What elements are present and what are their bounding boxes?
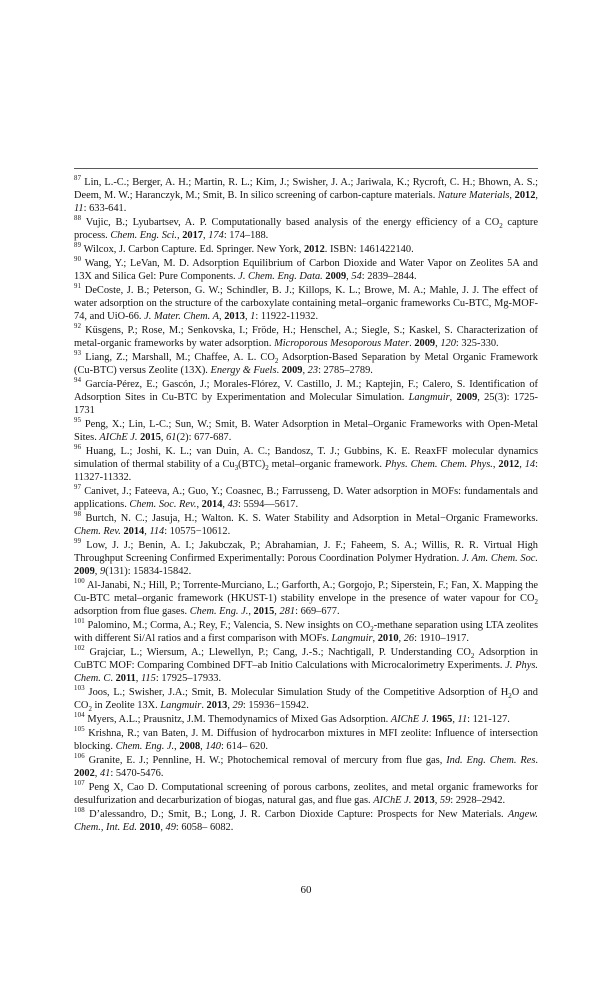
reference-item bbox=[74, 216, 538, 242]
reference-text-segment: 2012 bbox=[303, 244, 325, 255]
reference-text-segment: , bbox=[135, 673, 141, 684]
reference-item bbox=[74, 713, 538, 726]
reference-text-segment: J. Mater. Chem. A bbox=[144, 311, 219, 322]
reference-text-segment: , 25(3): 1725-1731 bbox=[74, 392, 538, 416]
reference-text-segment: in Zeolite 13X. bbox=[91, 700, 161, 711]
reference-text-segment: 23 bbox=[307, 365, 319, 376]
reference-item bbox=[74, 808, 538, 834]
reference-text-segment: D’alessandro, D.; Smit, B.; Long, J. R. Carbon Dioxide Capture: Prospects for New Materials. bbox=[89, 809, 508, 820]
reference-text-segment: , bbox=[449, 392, 457, 403]
reference-text-segment: , bbox=[452, 714, 458, 725]
reference-text-segment: Phys. Chem. Chem. Phys. bbox=[384, 459, 493, 470]
reference-text-segment: , bbox=[222, 499, 228, 510]
reference-text-segment: : 325-330. bbox=[455, 338, 499, 349]
reference-item bbox=[74, 539, 538, 578]
reference-text-segment: : 15936−15942. bbox=[242, 700, 309, 711]
reference-text-segment: : 1910–1917. bbox=[414, 633, 469, 644]
reference-number: 98 bbox=[74, 511, 82, 519]
reference-text-segment: , bbox=[174, 741, 180, 752]
reference-text-segment: Granite, E. J.; Pennline, H. W.; Photochemical removal of mercury from flue gas, bbox=[88, 755, 447, 766]
reference-text-segment: , bbox=[94, 566, 100, 577]
reference-text-segment: Low, J. J.; Benin, A. I.; Jakubczak, P.; Abrahamian, J. F.; Faheem, S. A.; Willis, R. R. Virtual High Throughput Screening Confirmed Experimentally: Porous Coordination Polymer Hydration. bbox=[74, 540, 538, 564]
reference-text-segment: 1 bbox=[250, 311, 256, 322]
reference-text-segment: capture process. bbox=[74, 217, 539, 241]
reference-text-segment: Huang, L.; Joshi, K. L.; van Duin, A. C.; Bandosz, T. J.; Gubbins, K. E. ReaxFF molecular dynamics simulation of thermal stability of a Cu bbox=[74, 446, 538, 470]
reference-text-segment: . bbox=[110, 673, 116, 684]
reference-text-segment: 9 bbox=[99, 566, 106, 577]
reference-text-segment: Vujic, B.; Lyubartsev, A. P. Computationally based analysis of the energy efficiency of a CO bbox=[85, 217, 500, 228]
reference-text-segment: . bbox=[276, 365, 282, 376]
reference-item bbox=[74, 579, 538, 618]
reference-number: 93 bbox=[74, 350, 82, 358]
reference-text-segment: 2015 bbox=[140, 432, 161, 443]
reference-text-segment: : 5470-5476. bbox=[110, 768, 164, 779]
reference-number: 107 bbox=[74, 780, 85, 788]
reference-text-segment: 114 bbox=[149, 526, 165, 537]
reference-text-segment: AIChE J. bbox=[373, 795, 412, 806]
reference-text-segment: 2009 bbox=[456, 392, 478, 403]
reference-text-segment: : 17925–17933. bbox=[155, 673, 222, 684]
reference-text-segment: , bbox=[372, 633, 378, 644]
reference-text-segment: (2): 677-687. bbox=[176, 432, 232, 443]
reference-text-segment: 2 bbox=[508, 692, 512, 701]
reference-number: 102 bbox=[74, 645, 85, 653]
reference-text-segment: J. Phys. Chem. C bbox=[74, 660, 538, 684]
reference-text-segment: 59 bbox=[439, 795, 451, 806]
reference-text-segment: Langmuir bbox=[331, 633, 373, 644]
reference-text-segment: , bbox=[144, 526, 150, 537]
reference-text-segment: 11 bbox=[457, 714, 468, 725]
reference-text-segment: 54 bbox=[351, 271, 362, 282]
reference-item bbox=[74, 754, 538, 780]
reference-number: 92 bbox=[74, 323, 82, 331]
reference-text-segment: Küsgens, P.; Rose, M.; Senkovska, I.; Fröde, H.; Henschel, A.; Siegle, S.; Kaskel, S. Characterization of metal-organic frameworks by water adsorption. bbox=[74, 325, 538, 349]
reference-text-segment: , bbox=[177, 230, 183, 241]
reference-text-segment: : 174–188. bbox=[223, 230, 269, 241]
reference-item bbox=[74, 284, 538, 323]
reference-number: 95 bbox=[74, 417, 82, 425]
reference-text-segment: , bbox=[218, 311, 225, 322]
reference-number: 100 bbox=[74, 578, 85, 586]
reference-text-segment: Canivet, J.; Fateeva, A.; Guo, Y.; Coasnec, B.; Farrusseng, D. Water adsorption in MOFs: fundamentals and applications. bbox=[74, 486, 538, 510]
reference-text-segment: , bbox=[302, 365, 308, 376]
reference-text-segment: : 2928–2942. bbox=[450, 795, 506, 806]
reference-text-segment: 2014 bbox=[201, 499, 223, 510]
reference-text-segment: DeCoste, J. B.; Peterson, G. W.; Schindler, B. J.; Killops, K. L.; Browe, M. A.; Mahle, J. J. The effect of water adsorption on the structure of the carboxylate containing metal–organic frameworks Cu-BTC, Mg-MOF-74, and UiO-66. bbox=[74, 285, 539, 322]
reference-text-segment: Chem. Eng. J. bbox=[115, 741, 175, 752]
reference-text-segment: Adsorption-Based Separation by Metal Organic Framework (Cu-BTC) versus Zeolite (13X). bbox=[74, 352, 538, 376]
reference-number: 91 bbox=[74, 283, 82, 291]
reference-text-segment: Chem. Soc. Rev. bbox=[129, 499, 197, 510]
reference-text-segment: Ind. Eng. Chem. Res bbox=[446, 755, 536, 766]
reference-text-segment: : 11922-11932. bbox=[255, 311, 319, 322]
reference-number: 99 bbox=[74, 538, 82, 546]
reference-number: 94 bbox=[74, 377, 82, 385]
reference-text-segment: 2017 bbox=[182, 230, 204, 241]
footnote-divider bbox=[74, 168, 538, 169]
reference-number: 88 bbox=[74, 215, 82, 223]
reference-text-segment: , bbox=[346, 271, 352, 282]
reference-number: 87 bbox=[74, 175, 82, 183]
reference-text-segment: -methane separation using LTA zeolites with different Si/Al ratios and a first comparison with MOFs. bbox=[74, 620, 538, 644]
reference-number: 103 bbox=[74, 685, 85, 693]
reference-number: 106 bbox=[74, 753, 85, 761]
reference-text-segment: 2013 bbox=[224, 311, 245, 322]
reference-text-segment: 2 bbox=[88, 705, 92, 714]
reference-text-segment: , bbox=[200, 741, 206, 752]
reference-text-segment: (131): 15834-15842. bbox=[105, 566, 192, 577]
reference-text-segment: 2 bbox=[534, 598, 538, 607]
reference-text-segment: 2 bbox=[370, 625, 374, 634]
reference-text-segment: 140 bbox=[205, 741, 221, 752]
reference-item bbox=[74, 257, 538, 283]
reference-item bbox=[74, 324, 538, 350]
reference-number: 90 bbox=[74, 256, 82, 264]
reference-text-segment: Burtch, N. C.; Jasuja, H.; Walton. K. S. Water Stability and Adsorption in Metal−Organic Frameworks. bbox=[85, 513, 538, 524]
reference-text-segment: Adsorption in CuBTC MOF: Comparing Combined DFT–ab Initio Calculations with Microcalorimetry Experiments. bbox=[74, 647, 538, 671]
reference-text-segment: Al-Janabi, N.; Hill, P.; Torrente-Murciano, L.; Garforth, A.; Gorgojo, P.; Siperstein, F.; Fan, X. Mapping the Cu-BTC metal–organic framework (HKUST-1) stability envelope in the presence of water vapour for CO bbox=[74, 580, 538, 604]
reference-text-segment: AIChE J. bbox=[99, 432, 138, 443]
reference-text-segment: , bbox=[203, 230, 209, 241]
reference-text-segment: 2 bbox=[265, 464, 269, 473]
reference-text-segment: 2010 bbox=[377, 633, 399, 644]
reference-text-segment: Langmuir bbox=[408, 392, 450, 403]
reference-number: 97 bbox=[74, 484, 82, 492]
reference-text-segment: 174 bbox=[208, 230, 224, 241]
reference-text-segment: 2011 bbox=[115, 673, 136, 684]
reference-text-segment: 2010 bbox=[139, 822, 161, 833]
reference-text-segment: Energy & Fuels bbox=[210, 365, 277, 376]
reference-text-segment: Liang, Z.; Marshall, M.; Chaffee, A. L. CO bbox=[85, 352, 275, 363]
reference-text-segment: : 11327-11332. bbox=[74, 459, 538, 483]
page-number: 60 bbox=[300, 884, 312, 896]
reference-text-segment: . ISBN: 1461422140. bbox=[324, 244, 414, 255]
reference-item bbox=[74, 781, 538, 807]
reference-text-segment: : 5594—5617. bbox=[238, 499, 299, 510]
reference-text-segment: 2012 bbox=[514, 190, 536, 201]
reference-text-segment: Myers, A.L.; Prausnitz, J.M. Themodynamics of Mixed Gas Adsorption. bbox=[87, 714, 391, 725]
reference-item bbox=[74, 351, 538, 377]
reference-text-segment: 2 bbox=[274, 357, 279, 366]
reference-text-segment: Lin, L.-C.; Berger, A. H.; Martin, R. L.; Kim, J.; Swisher, J. A.; Jariwala, K.; Rycroft, C. H.; Bhown, A. S.; Deem, M. W.; Haranczyk, M.; Smit, B. In silico screening of carbon-capture materials. bbox=[74, 177, 538, 201]
reference-number: 96 bbox=[74, 444, 82, 452]
reference-text-segment: 2009 bbox=[281, 365, 303, 376]
reference-text-segment: Krishna, R.; van Baten, J. M. Diffusion of hydrocarbon mixtures in MFI zeolite: Influence of intersection blocking. bbox=[74, 728, 538, 752]
reference-text-segment: 2009 bbox=[414, 338, 436, 349]
reference-text-segment: 2002 bbox=[74, 768, 95, 779]
reference-text-segment: , bbox=[160, 822, 166, 833]
reference-text-segment: 2015 bbox=[253, 606, 275, 617]
reference-item bbox=[74, 176, 538, 215]
reference-text-segment: 281 bbox=[279, 606, 296, 617]
reference-text-segment: J. Am. Chem. Soc. bbox=[461, 553, 538, 564]
reference-number: 104 bbox=[74, 712, 85, 720]
reference-text-segment: : 6058– 6082. bbox=[175, 822, 234, 833]
reference-text-segment: (BTC) bbox=[238, 459, 266, 470]
reference-item bbox=[74, 243, 538, 256]
reference-text-segment: : 669–677. bbox=[295, 606, 340, 617]
reference-text-segment: Chem. Eng. J. bbox=[189, 606, 249, 617]
reference-number: 105 bbox=[74, 726, 85, 734]
reference-text-segment: Wilcox, J. Carbon Capture. Ed. Springer. New York, bbox=[83, 244, 304, 255]
reference-text-segment: 2 bbox=[470, 652, 475, 661]
reference-text-segment: 14 bbox=[524, 459, 536, 470]
reference-text-segment: , bbox=[398, 633, 404, 644]
reference-text-segment: 41 bbox=[99, 768, 111, 779]
reference-text-segment: Peng X, Cao D. Computational screening of porous carbons, zeolites, and metal organic frameworks for desulfurization and decarburization of biogas, natural gas, and flue gas. bbox=[74, 782, 538, 806]
reference-text-segment: metal–organic framework. bbox=[268, 459, 385, 470]
reference-number: 108 bbox=[74, 807, 85, 815]
reference-number: 89 bbox=[74, 242, 82, 250]
reference-text-segment: 2 bbox=[499, 222, 503, 231]
reference-item bbox=[74, 378, 538, 417]
reference-text-segment: : 2839–2844. bbox=[361, 271, 417, 282]
reference-text-segment: , bbox=[94, 768, 100, 779]
reference-text-segment: : 121-127. bbox=[467, 714, 510, 725]
reference-text-segment: 43 bbox=[227, 499, 239, 510]
reference-text-segment: Palomino, M.; Corma, A.; Rey, F.; Valencia, S. New insights on CO bbox=[87, 620, 371, 631]
reference-text-segment: . bbox=[201, 700, 207, 711]
reference-text-segment: , bbox=[509, 190, 515, 201]
reference-text-segment: 1965 bbox=[431, 714, 453, 725]
reference-text-segment: 3 bbox=[234, 464, 239, 473]
reference-text-segment: 120 bbox=[440, 338, 456, 349]
reference-text-segment: Angew. Chem., Int. Ed. bbox=[74, 809, 538, 833]
reference-text-segment: 26 bbox=[403, 633, 415, 644]
reference-text-segment: Peng, X.; Lin, L-C.; Sun, W.; Smit, B. Water Adsorption in Metal–Organic Frameworks with Open-Metal Sites. bbox=[74, 419, 538, 443]
reference-text-segment: , bbox=[248, 606, 254, 617]
reference-text-segment: , bbox=[274, 606, 280, 617]
reference-text-segment: , bbox=[160, 432, 167, 443]
reference-text-segment: : 614– 620. bbox=[220, 741, 268, 752]
reference-text-segment: Wang, Y.; LeVan, M. D. Adsorption Equilibrium of Carbon Dioxide and Water Vapor on Zeolites 5A and 13X and Silica Gel: Pure Components. bbox=[74, 258, 538, 282]
reference-number: 101 bbox=[74, 618, 85, 626]
reference-text-segment: Langmuir bbox=[160, 700, 202, 711]
reference-item bbox=[74, 512, 538, 538]
reference-text-segment: 2009 bbox=[74, 566, 95, 577]
reference-text-segment: . bbox=[535, 755, 539, 766]
reference-item bbox=[74, 485, 538, 511]
reference-text-segment: 29 bbox=[232, 700, 243, 711]
reference-text-segment: 2008 bbox=[179, 741, 201, 752]
reference-text-segment: 115 bbox=[141, 673, 156, 684]
reference-text-segment: , bbox=[519, 459, 525, 470]
reference-text-segment: , bbox=[492, 459, 499, 470]
reference-text-segment: , bbox=[244, 311, 251, 322]
reference-text-segment: : 10575−10612. bbox=[164, 526, 231, 537]
reference-text-segment: O and CO bbox=[74, 687, 538, 711]
references-list bbox=[74, 176, 538, 835]
reference-text-segment: : 633-641. bbox=[83, 203, 127, 214]
reference-text-segment: Microporous Mesoporous Mater bbox=[274, 338, 410, 349]
reference-text-segment: Grajciar, L.; Wiersum, A.; Llewellyn, P.; Cang, J.-S.; Nachtigall, P. Understanding CO bbox=[89, 647, 471, 658]
reference-text-segment: Joos, L.; Swisher, J.A.; Smit, B. Molecular Simulation Study of the Competitive Adsorption of H bbox=[88, 687, 509, 698]
reference-item bbox=[74, 619, 538, 645]
reference-text-segment: : 2785–2789. bbox=[318, 365, 373, 376]
reference-text-segment: , bbox=[434, 795, 440, 806]
reference-text-segment: 2012 bbox=[498, 459, 520, 470]
reference-text-segment: 2013 bbox=[206, 700, 228, 711]
reference-text-segment: , bbox=[196, 499, 202, 510]
reference-text-segment: 61 bbox=[166, 432, 177, 443]
reference-text-segment: 49 bbox=[165, 822, 176, 833]
reference-text-segment: Chem. Eng. Sci. bbox=[110, 230, 178, 241]
reference-text-segment: , bbox=[435, 338, 441, 349]
reference-text-segment: 2014 bbox=[123, 526, 145, 537]
reference-item bbox=[74, 646, 538, 685]
reference-item bbox=[74, 445, 538, 484]
reference-text-segment: Chem. Rev. bbox=[74, 526, 121, 537]
reference-item bbox=[74, 727, 538, 753]
reference-text-segment: 11 bbox=[74, 203, 84, 214]
reference-text-segment: adsorption from flue gases. bbox=[74, 606, 190, 617]
reference-text-segment: , bbox=[227, 700, 233, 711]
reference-text-segment: 2013 bbox=[413, 795, 435, 806]
reference-item bbox=[74, 686, 538, 712]
reference-item bbox=[74, 418, 538, 444]
reference-text-segment: AIChE J. bbox=[390, 714, 429, 725]
reference-text-segment: . bbox=[409, 338, 415, 349]
reference-text-segment: , bbox=[535, 190, 539, 201]
reference-text-segment: J. Chem. Eng. Data. bbox=[238, 271, 323, 282]
reference-text-segment: García-Pérez, E.; Gascón, J.; Morales-Flórez, V. Castillo, J. M.; Kaptejin, F.; Calero, S. Identification of Adsorption Sites in Cu-BTC by Experimentation and Molecular Simulation. bbox=[74, 379, 538, 403]
reference-text-segment: Nature Materials bbox=[437, 190, 510, 201]
reference-text-segment: 2009 bbox=[325, 271, 347, 282]
